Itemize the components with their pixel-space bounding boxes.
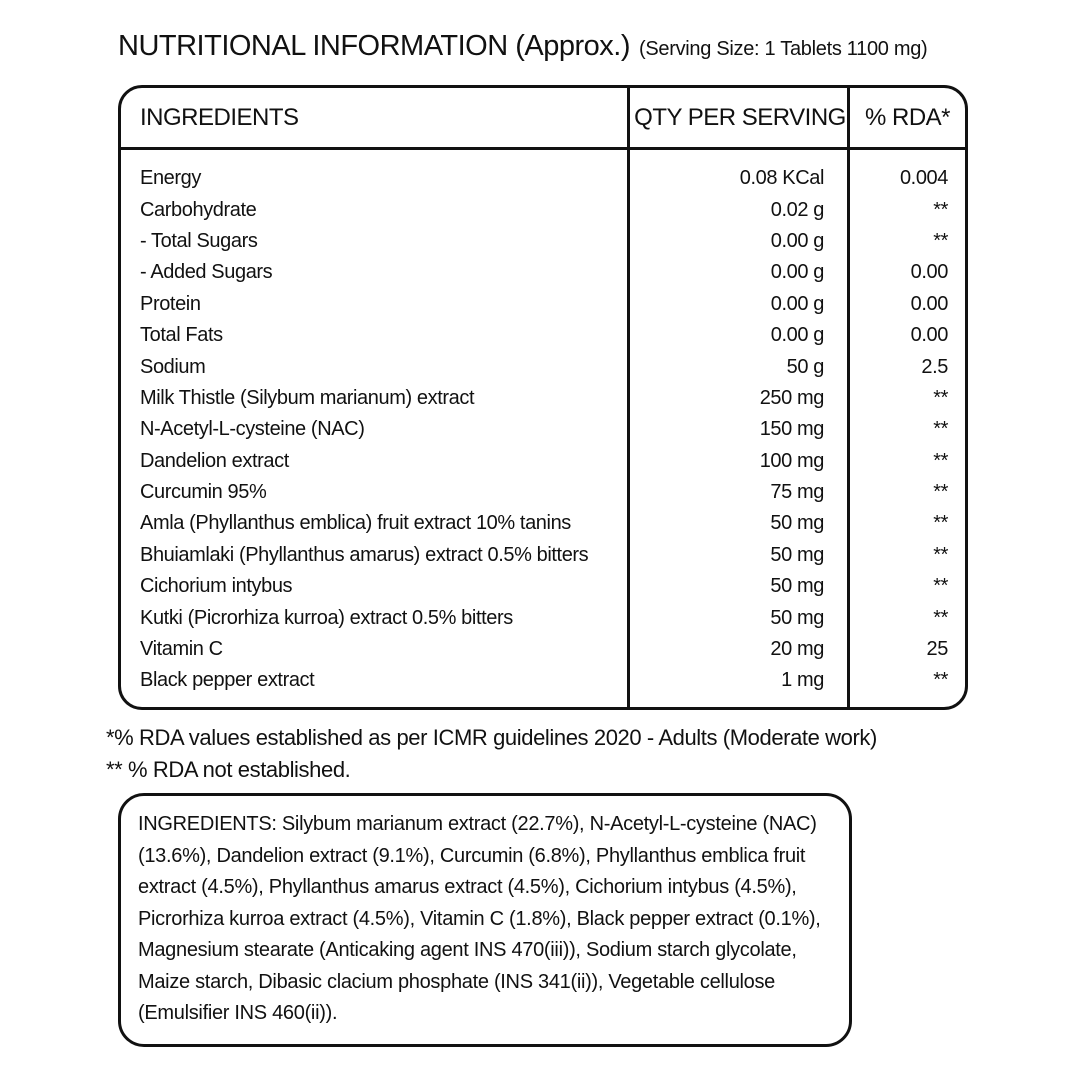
cell-ingredient-name: Vitamin C xyxy=(140,638,223,661)
table-row xyxy=(121,414,965,445)
cell-qty-per-serving: 0.00 g xyxy=(770,229,824,252)
table-row xyxy=(121,194,965,225)
cell-qty-per-serving: 250 mg xyxy=(759,386,824,409)
table-row xyxy=(121,226,965,257)
cell-qty-per-serving: 1 mg xyxy=(781,669,824,692)
table-row xyxy=(121,163,965,194)
table-row xyxy=(121,540,965,571)
table-row xyxy=(121,257,965,288)
cell-rda-value: 25 xyxy=(926,638,948,661)
cell-ingredient-name: Curcumin 95% xyxy=(140,481,267,504)
table-row xyxy=(121,477,965,508)
column-divider-1 xyxy=(627,88,630,707)
cell-qty-per-serving: 0.02 g xyxy=(770,198,824,221)
cell-rda-value: ** xyxy=(933,669,948,692)
cell-qty-per-serving: 50 mg xyxy=(770,543,824,566)
table-body xyxy=(121,150,965,697)
table-row xyxy=(121,383,965,414)
cell-ingredient-name: Milk Thistle (Silybum marianum) extract xyxy=(140,386,475,409)
table-row xyxy=(121,508,965,539)
ingredients-box xyxy=(118,793,852,1047)
cell-ingredient-name: Carbohydrate xyxy=(140,198,257,221)
cell-ingredient-name: Protein xyxy=(140,292,201,315)
cell-ingredient-name: Kutki (Picrorhiza kurroa) extract 0.5% bitters xyxy=(140,606,513,629)
table-row xyxy=(121,571,965,602)
cell-rda-value: ** xyxy=(933,418,948,441)
cell-rda-value: 0.00 xyxy=(910,261,948,284)
cell-rda-value: ** xyxy=(933,449,948,472)
table-row xyxy=(121,320,965,351)
cell-qty-per-serving: 0.08 KCal xyxy=(739,167,824,190)
column-divider-2 xyxy=(847,88,850,707)
cell-qty-per-serving: 20 mg xyxy=(770,638,824,661)
cell-qty-per-serving: 0.00 g xyxy=(770,324,824,347)
cell-qty-per-serving: 150 mg xyxy=(759,418,824,441)
footnote-rda-source: *% RDA values established as per ICMR guidelines 2020 - Adults (Moderate work) xyxy=(106,725,877,750)
cell-rda-value: 0.004 xyxy=(899,167,948,190)
table-row xyxy=(121,634,965,665)
cell-ingredient-name: - Total Sugars xyxy=(140,229,258,252)
cell-ingredient-name: Black pepper extract xyxy=(140,669,315,692)
cell-rda-value: ** xyxy=(933,606,948,629)
cell-rda-value: 2.5 xyxy=(921,355,948,378)
header-cell-rda: % RDA* xyxy=(864,103,951,131)
table-header-row xyxy=(121,88,965,150)
table-row xyxy=(121,446,965,477)
cell-ingredient-name: Energy xyxy=(140,167,201,190)
cell-ingredient-name: Dandelion extract xyxy=(140,449,289,472)
cell-rda-value: ** xyxy=(933,512,948,535)
page-title xyxy=(118,30,988,63)
nutrition-table xyxy=(118,85,968,710)
cell-rda-value: ** xyxy=(933,543,948,566)
footnote-rda-not-established: ** % RDA not established. xyxy=(106,756,351,782)
header-cell-ingredients: INGREDIENTS xyxy=(140,103,299,131)
cell-rda-value: ** xyxy=(933,481,948,504)
cell-qty-per-serving: 50 mg xyxy=(770,606,824,629)
table-row xyxy=(121,351,965,382)
cell-ingredient-name: - Added Sugars xyxy=(140,261,273,284)
title-serving-size: (Serving Size: 1 Tablets 1100 mg) xyxy=(638,38,928,60)
cell-qty-per-serving: 50 mg xyxy=(770,575,824,598)
cell-qty-per-serving: 0.00 g xyxy=(770,261,824,284)
ingredients-text: INGREDIENTS: Silybum marianum extract (22.7%), N-Acetyl-L-cysteine (NAC) (13.6%), Dandelion extract (9.1%), Curcumin (6.8%), Phyllanthus emblica fruit extract (4.5%), Phyllanthus amarus extract (4.5%), Cichorium intybus (4.5%), Picrorhiza kurroa extract (4.5%), Vitamin C (1.8%), Black pepper extract (0.1%), Magnesium stearate (Anticaking agent INS 470(iii)), Sodium starch glycolate, Maize starch, Dibasic clacium phosphate (INS 341(ii)), Vegetable cellulose (Emulsifier INS 460(ii)). xyxy=(138,813,821,1024)
table-row xyxy=(121,602,965,633)
footnotes xyxy=(106,722,986,785)
cell-ingredient-name: Bhuiamlaki (Phyllanthus amarus) extract 0.5% bitters xyxy=(140,543,589,566)
header-cell-qty-per-serving: QTY PER SERVING xyxy=(634,103,846,131)
cell-ingredient-name: Amla (Phyllanthus emblica) fruit extract 10% tanins xyxy=(140,512,571,535)
title-main: NUTRITIONAL INFORMATION (Approx.) xyxy=(118,30,630,62)
table-row xyxy=(121,665,965,696)
cell-ingredient-name: N-Acetyl-L-cysteine (NAC) xyxy=(140,418,365,441)
cell-rda-value: 0.00 xyxy=(910,292,948,315)
cell-ingredient-name: Cichorium intybus xyxy=(140,575,293,598)
cell-rda-value: ** xyxy=(933,229,948,252)
cell-ingredient-name: Total Fats xyxy=(140,324,223,347)
cell-qty-per-serving: 75 mg xyxy=(770,481,824,504)
table-row xyxy=(121,289,965,320)
cell-qty-per-serving: 0.00 g xyxy=(770,292,824,315)
cell-qty-per-serving: 50 mg xyxy=(770,512,824,535)
cell-rda-value: ** xyxy=(933,575,948,598)
cell-qty-per-serving: 100 mg xyxy=(759,449,824,472)
cell-qty-per-serving: 50 g xyxy=(786,355,824,378)
cell-rda-value: 0.00 xyxy=(910,324,948,347)
cell-rda-value: ** xyxy=(933,386,948,409)
cell-ingredient-name: Sodium xyxy=(140,355,206,378)
cell-rda-value: ** xyxy=(933,198,948,221)
